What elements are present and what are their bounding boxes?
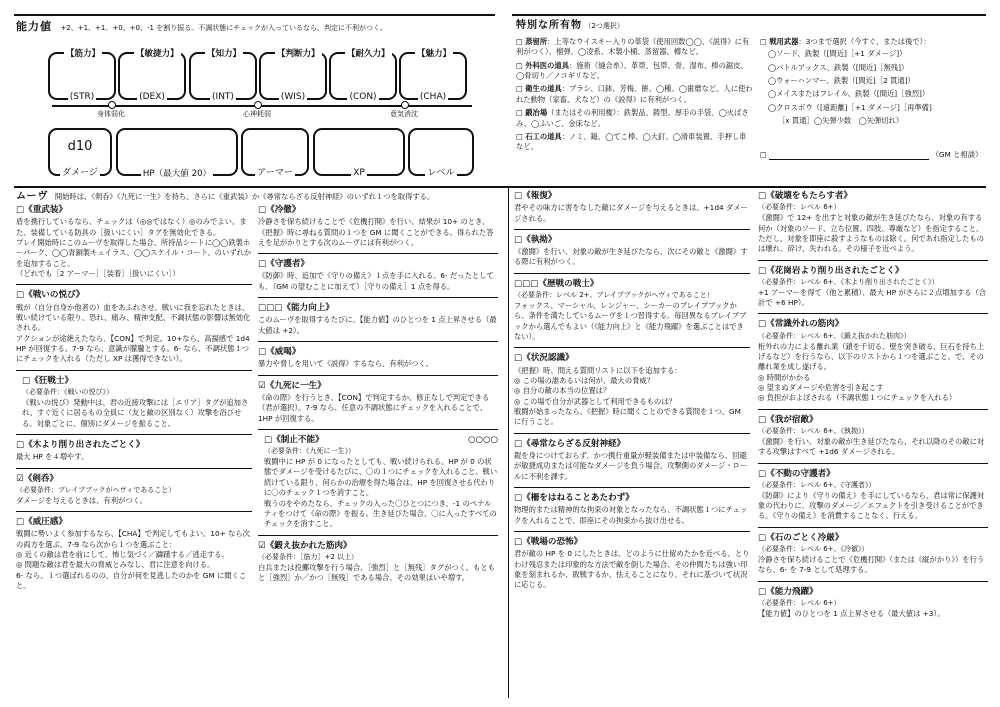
move-divider	[258, 535, 498, 536]
move	[514, 352, 750, 427]
move	[514, 438, 750, 482]
stat-label: 【魅力】	[417, 49, 452, 59]
move	[258, 302, 498, 336]
move-name: ☑《剣呑》	[16, 473, 59, 484]
move	[258, 204, 498, 248]
possession-checkbox[interactable]: □	[516, 108, 523, 118]
weapon-list	[768, 49, 988, 126]
move	[514, 234, 750, 268]
move-requirement: （必要条件：レベル 6+）	[758, 203, 841, 212]
move-body: 暴力や脅しを用いて《説得》するなら、有利がつく。	[258, 359, 433, 369]
move-name: □《制止不能》	[264, 434, 324, 445]
move-divider	[514, 229, 750, 230]
move	[16, 204, 252, 279]
move-name: □《冷徹》	[258, 205, 301, 215]
custom-item-checkbox[interactable]: □	[760, 150, 767, 159]
possessions-header	[516, 19, 986, 33]
move	[264, 434, 498, 530]
move-name: □《報復》	[514, 191, 557, 201]
move-title[interactable]	[514, 190, 750, 202]
weapons-title: 戦用武器	[769, 37, 799, 46]
move-title[interactable]	[258, 204, 498, 216]
hp-box[interactable]	[116, 128, 238, 179]
move-body: ダメージを与えるときは、有利がつく。	[16, 495, 148, 505]
move	[16, 473, 252, 507]
move-requirement: （必要条件：［筋力］+2 以上）	[258, 552, 359, 561]
weapon-option[interactable]: ◯メイスまたはフレイル、鉄製（[間近]［強烈]）	[768, 89, 930, 99]
move-divider	[758, 409, 988, 410]
move-divider	[16, 284, 252, 285]
xp-label: XP	[353, 168, 365, 179]
stat-abbr: (STR)	[69, 92, 95, 103]
condition-label-dazed: 心神耗弱	[243, 110, 271, 118]
possession-name: 石工の道具	[525, 131, 562, 141]
gm-note: （GM と相談）	[931, 150, 983, 159]
stat-box-con[interactable]	[329, 49, 397, 103]
stat-box-wis[interactable]	[259, 49, 327, 103]
move-name: □《戦いの悦び》	[16, 290, 85, 301]
move-title[interactable]	[758, 468, 988, 480]
move-name: □《尋常ならざる反射神経》	[514, 438, 626, 449]
move-name: □《戦場の恐怖》	[514, 536, 583, 547]
move-divider	[758, 527, 988, 528]
stat-label: 【判断力】	[277, 49, 320, 59]
move-title[interactable]	[258, 380, 498, 392]
move-requirement: （必要条件：レベル 6+）	[758, 598, 841, 607]
move-name: □《木より削り出されたごとく》	[16, 439, 145, 450]
weapon-option[interactable]: ［x 貫通］◯矢弾少数 ◯矢弾切れ）	[778, 116, 904, 126]
move-name: □《花崗岩より削り出されたごとく》	[758, 265, 904, 276]
move-name: □《重武装》	[16, 205, 68, 215]
move-body: 《防御》時、追加で《守りの備え》１点を手に入れる。6- だったとしても、（GM の望むことに加えて）［守りの備え］1 点を得る。	[258, 271, 494, 291]
move-name: □《柵をはねることあたわず》	[514, 493, 634, 504]
condition-checkbox-dazed[interactable]	[254, 101, 262, 109]
move-requirement: （必要条件：レベル 6+、《守護者》）	[758, 480, 876, 489]
move-body: 《戦いの悦び》発動中は、君の近接攻撃には［エリア］タグが追加され、すぐ近くに居るもの全員に（友と敵の区別なく）攻撃を浴びせる。対象ごとに、個別にダメージを振ること。	[22, 397, 249, 428]
possession-item[interactable]	[516, 108, 753, 129]
move-tracker[interactable]: ○○○○	[468, 434, 498, 445]
move-body: 白兵または投擲攻撃を行う場合、［強烈］と［無残］タグがつく。もともと［強烈］か／かつ［無残］である場合、その効果はいや増す。	[258, 562, 495, 583]
move-name: □《能力飛躍》	[758, 586, 818, 597]
move	[758, 468, 988, 522]
move-title[interactable]	[758, 414, 988, 426]
move-divider	[514, 433, 750, 434]
move-divider	[758, 260, 988, 261]
move-divider	[758, 581, 988, 582]
move-name: □《破壊をもたらす者》	[758, 191, 853, 201]
move-body: 冷静さを保ち続けることで《危機打開》を行い、結果が 10+ のとき、《把握》時に尋ねる質問の１つを GM に聞くことができる。得られた答えを足がかりとする次のムーヴには有利がつく。	[258, 217, 494, 247]
move-body: 盾を携行しているなら、チェックは（◎◎ではなく）◎のみでよい。また、装備している防具の［扱いにくい］タグを無効化できる。 プレイ開始時にこのムーヴを取得した場合、所持品シートに◯◯鉄製ホーバーク、◯◯青銅製キュイラス、◯◯スケイル・コート、のいずれかを追加すること。 （どれでも［2 アーマー］［装着］［扱いにくい］）	[16, 217, 252, 278]
moves-column-2	[258, 204, 498, 588]
move-requirement: （必要条件：レベル 6+、《鍛え抜かれた筋肉》）	[758, 331, 911, 340]
move	[758, 586, 988, 620]
weapons-checkbox[interactable]: □	[760, 37, 767, 46]
move-title[interactable]	[758, 265, 988, 277]
move-title[interactable]	[758, 532, 988, 544]
move-divider	[258, 375, 498, 376]
move-body: 物理的または精神的な拘束の対象となったなら、不調状態１つにチェックを入れることで、即座にその拘束から抜け出せる。	[514, 505, 748, 525]
move-name: □《執拗》	[514, 234, 557, 245]
move-divider	[514, 531, 750, 532]
moves-column-4	[758, 190, 988, 624]
armor-box[interactable]	[241, 128, 309, 179]
move-title[interactable]	[258, 346, 498, 358]
move-name: □《威喝》	[258, 347, 301, 358]
move-title[interactable]	[514, 492, 750, 504]
move-name: □《守護者》	[258, 259, 310, 270]
move	[514, 492, 750, 526]
move-body: 君が敵の HP を 0 にしたときは、どのように仕留めたかを近べる。とりわけ残忍または印象的な方法で敵を倒した場合、その仲間たちは強い印象を刻まれるか、敗戦するか、怯えることになり、それに基づいて状況に応じる。	[514, 549, 750, 590]
move	[514, 536, 750, 591]
possession-list	[516, 37, 753, 156]
ability-header	[16, 19, 496, 35]
stat-abbr: (INT)	[212, 92, 234, 103]
stat-abbr: (CHA)	[419, 92, 447, 103]
possession-text: ：ブラシ、口鉢、芳梅、餅、◯種、◯歯磨など。人に使われた動物（家畜、犬など）の《説得》に有利がつく。	[516, 84, 753, 104]
move	[758, 318, 988, 403]
possession-text: （またはその利用権）：鉄製品、鋳型、厚手の手袋、◯火ばさみ、◯ふいご、金床など。	[516, 108, 749, 128]
center-divider	[508, 186, 509, 698]
move-divider	[16, 434, 252, 435]
weapons-block	[760, 37, 988, 130]
move-body: 《把握》時、問える質問リストに以下を追加する： ◎ この場の誰あるいは何が、最大の脅威？ ◎ 自分の敵の本当の位置は？ ◎ この場で自分が武器として利用できるものは？ 戦闘が始まったなら、《把握》時に聞くことのできる質問を１つ、GM に行うこと。	[514, 365, 741, 427]
possession-name: 鍛冶場	[525, 108, 548, 118]
move-name: □《状況認識》	[514, 353, 574, 364]
move-title[interactable]	[258, 302, 498, 314]
move-body: 君やその味方に害をなした敵にダメージを与えるときは、+1d4 ダメージされる。	[514, 203, 748, 223]
move-title[interactable]	[16, 439, 252, 451]
move-body: 桁外れの力による離れ業（鎖を千切る、壁を突き破る、巨石を持ち上げるなど）を行うなら、以下のリストから１つを選ぶこと。で、その離れ業を成し遂げる。 ◎ 時間がかかる ◎ 望まぬダメージや危害を引き起こす ◎ 負担がおよぼされる（不調状態１つにチェックを入れる）	[758, 341, 985, 403]
damage-label: ダメージ	[62, 168, 98, 179]
move	[758, 532, 988, 576]
possession-checkbox[interactable]: □	[516, 131, 523, 141]
stat-box-int[interactable]	[189, 49, 257, 103]
possession-name: 蒸留所	[525, 37, 548, 46]
condition-checkbox-miserable[interactable]	[401, 101, 409, 109]
condition-label-miserable: 意気消沈	[390, 110, 418, 118]
move-divider	[514, 347, 750, 348]
move-requirement: （必要条件：《九死に一生》）	[264, 447, 355, 456]
level-box[interactable]	[408, 128, 474, 179]
moves-column-1	[16, 204, 252, 596]
move	[16, 516, 252, 591]
move-body: 《激闘》を行い、対象の敵が生き延びたなら、次にその敵と《激闘》する際に有利がつく。	[514, 247, 748, 267]
weapon-option[interactable]: ◯バトルアックス、鉄製（[間近]［無残]）	[768, 62, 909, 72]
move-title[interactable]	[16, 473, 252, 485]
move-divider	[258, 429, 498, 430]
move-name: □□□《能力向上》	[258, 303, 334, 314]
possessions-title: 特別な所有物	[516, 20, 582, 31]
move-requirement: （必要条件：レベル 6+、《冷徹》）	[758, 545, 869, 554]
xp-box[interactable]	[313, 128, 405, 179]
move-body: 《命の際》を行うとき、【CON】で判定するか、修正なしで判定できる（君が選択）。7-9 なら、任意の不調状態にチェックを入れることで、1HP が回復する。	[258, 392, 490, 423]
stat-abbr: (CON)	[349, 92, 377, 103]
gm-note-row	[760, 150, 988, 160]
ability-title: 能力値	[16, 20, 52, 33]
stat-box-dex[interactable]	[118, 49, 186, 103]
move-title[interactable]	[514, 278, 750, 290]
stat-box-str[interactable]	[48, 49, 116, 103]
move	[258, 258, 498, 292]
move-divider	[514, 487, 750, 488]
stat-label: 【敏捷力】	[136, 49, 179, 59]
move-title[interactable]	[514, 234, 750, 246]
move-title[interactable]	[514, 352, 750, 364]
stat-label: 【耐久力】	[347, 49, 390, 59]
move-name: □《石のごとく冷厳》	[758, 532, 844, 543]
move	[514, 190, 750, 224]
move	[758, 190, 988, 255]
move-title[interactable]	[16, 204, 252, 216]
move-title[interactable]	[514, 438, 750, 450]
move-title[interactable]	[16, 289, 252, 301]
move-requirement: （必要条件：レベル 6+、《執拗》）	[758, 426, 869, 435]
move-body: 鎧を身につけておらず、かつ携行重量が軽装備または中装備なら、回避が敏捷成功または可能なダメージを負う場合、攻撃側のダメージ・ロールに不利を課す。	[514, 450, 748, 481]
move-divider	[258, 297, 498, 298]
move-title[interactable]	[264, 434, 498, 446]
moves-column-3	[514, 190, 750, 596]
move-name: □《威圧感》	[16, 517, 68, 527]
move-name: □《狂戦士》	[22, 375, 74, 386]
condition-label-weakened: 身体弱化	[97, 110, 125, 118]
move-title[interactable]	[258, 258, 498, 270]
moves-title: ムーヴ	[16, 191, 49, 202]
ability-note: +2、+1、+1、+0、+0、-1 を割り振る。不調状態にチェックが入っているなら、判定に不利がつく。	[60, 24, 387, 32]
move-title[interactable]	[758, 190, 988, 202]
move-name: ☑《九死に一生》	[258, 380, 326, 391]
possession-text: ：施術（縫合糸）、革帯、包帯、骨、湿布、棒の鋸皮、◯骨切り／ノコギリなど。	[516, 60, 748, 81]
move-body: このムーヴを取得するたびに、【能力値】のひとつを 1 点上昇させる（最大値は +2）。	[258, 315, 497, 335]
move	[16, 439, 252, 463]
move-name: □《我が宿敵》	[758, 414, 818, 425]
possession-checkbox[interactable]: □	[516, 84, 523, 94]
move-divider	[258, 253, 498, 254]
move-body: +1 アーマーを得て（他と累積）、最大 HP がさらに２点増加する（合計で +6 HP）。	[758, 287, 987, 308]
stat-abbr: (WIS)	[280, 92, 306, 103]
move-title[interactable]	[514, 536, 750, 548]
weapon-option[interactable]: ◯ソード、鉄製（[間近]［+1 ダメージ]）	[768, 49, 907, 59]
stat-abbr: (DEX)	[139, 92, 165, 103]
move	[258, 380, 498, 424]
stat-label: 【筋力】	[66, 49, 101, 59]
move-name: □《常識外れの筋肉》	[758, 319, 844, 330]
possession-checkbox[interactable]: □	[516, 60, 523, 70]
possession-name: 衛生の道具	[525, 84, 562, 94]
top-rule-left	[14, 14, 495, 16]
move	[758, 265, 988, 309]
possession-item[interactable]	[516, 84, 753, 105]
move-divider	[16, 468, 252, 469]
level-label: レベル	[427, 168, 455, 179]
weapon-option[interactable]: ◯クロスボウ（[遠距離]［+1 ダメージ]［再準備]	[768, 102, 932, 112]
weapon-option[interactable]: ◯ウォーハンマー、鉄製（[間近]［2 貫通]）	[768, 76, 915, 86]
move-name: □□□《歴戦の戦士》	[514, 278, 599, 289]
move-divider	[758, 463, 988, 464]
move-requirement: （必要条件：レベル 6+、《木より削り出されたごとく》）	[758, 277, 939, 286]
mid-rule	[14, 186, 986, 188]
possession-text: ：ノミ、鎚、◯てこ棒、◯大釘、◯滑車装置、手押し車など。	[516, 131, 747, 152]
move-divider	[16, 370, 252, 371]
move-title[interactable]	[758, 586, 988, 598]
move-requirement: （必要条件：ブレイブブックがヘヴィであること）	[16, 485, 176, 494]
damage-value: d10	[67, 139, 93, 154]
move-title[interactable]	[758, 318, 988, 330]
move-title[interactable]	[16, 516, 252, 528]
stat-box-cha[interactable]	[399, 49, 467, 103]
move-body: 戦闘中に HP が 0 になったとしても、戦い続けられる。HP が 0 の状態でダメージを受けるたびに、〇の１つにチェックを入れること。戦い続けている限り、何らかの治療を得た場合は、HP を回復させる代わりに〇のチェック１つを消すこと。 戦うのをやめたなら、チェックの入った〇ひとつにつき、-1 のペナルティをつけて《命の際》を振る。生き延びた場合、〇に入ったすべてのチェックを消すこと。	[264, 457, 498, 529]
move-requirement: （必要条件：レベル 2+、ブレイブブックがヘヴィであること）	[514, 291, 714, 300]
move-body: フォックス、マーシャル、レンジャー、シーカーのブレイブブックから、条件を満たしているムーヴを１つ習得する。毎回異なるブレイブブックから選んでもよい（《能力向上》と《能力飛躍》を選ぶことはできない）。	[514, 300, 747, 342]
hp-label: HP（最大値 20）	[142, 168, 212, 179]
move-divider	[16, 511, 252, 512]
possession-item[interactable]	[516, 61, 753, 82]
possession-name: 外科医の道具	[525, 60, 570, 70]
move-divider	[258, 341, 498, 342]
move-title[interactable]	[258, 540, 498, 552]
move-body: 戦闘に勢いよく参加するなら、【CHA】で判定してもよい。10+ なら次の両方を選ぶ。7-9 なら次から１つを選ぶこと： ◎ 近くの敵は君を前にして、怖じ気づく／躊躇する／逃走する。 ◎ 問題な敵は君を最大の脅威とみなし、君に注意を向ける。 6- なら、１つ選ばれるのの、自分が何を見逃したのかを GM に聞くこと。	[16, 529, 250, 590]
possession-item[interactable]	[516, 37, 753, 58]
move-divider	[514, 273, 750, 274]
move-name: ☑《鍛え抜かれた筋肉》	[258, 540, 352, 551]
move-divider	[758, 313, 988, 314]
possession-text: ：上等なウイスキー入りの革袋（使用回数◯◯、《説得》に有利がつく）、榴弾、◯凌系、木製小桶、蒸留器、樽など。	[516, 37, 750, 57]
move-body: 冷静さを保ち続けることで《危機打開》（または《縦がかり》）を行うなら、6- を 7-9 として処理する。	[758, 554, 985, 575]
move-requirement: （必要条件：《戦いの悦び》）	[22, 387, 114, 396]
stat-label: 【知力】	[207, 49, 242, 59]
possession-item[interactable]	[516, 132, 753, 153]
condition-checkbox-weakened[interactable]	[108, 101, 116, 109]
top-rule-right	[512, 14, 986, 16]
damage-box[interactable]	[48, 128, 112, 179]
move-body: 最大 HP を４増やす。	[16, 452, 89, 462]
possession-checkbox[interactable]: □	[516, 37, 523, 46]
armor-label: アーマー	[257, 168, 293, 179]
move-body: 《激闘》を行い、対象の敵が生き延びたなら、それ以降のその敵に対する攻撃はすべて +1d6 ダメージされる。	[758, 436, 985, 457]
move	[22, 375, 252, 429]
move-title[interactable]	[22, 375, 252, 387]
moves-intro: 開始時は、《剣呑》《九死に一生》を持ち、さらに《重武装》か《尋常ならざる反射神経》のいずれ１つを取得する。	[54, 192, 435, 201]
move-body: 《激闘》で 12+ を出すと対象の敵が生き延びたなら、対象の有する何か（対象のソード、立ち位置、四肢、尊厳など）を指定すること。ただし、対象を即座に殺すようなものは除く。何であれ指定したものは壊れ、砕け、失われる。その様子を近べよう。	[758, 213, 985, 254]
move-body: 《防御》により《守りの備え》を手にしているなら、君は常に保護対象の代わりに、攻撃のダメージ／エフェクトを引き受けることができる。《守りの備え》を消費することなく、行える。	[758, 490, 985, 521]
weapons-intro: ：3つまで選択（今すぐ、または後で）：	[798, 37, 931, 46]
move-body: 【能力値】のひとつを 1 点上昇させる（最大値は +3）。	[758, 608, 945, 618]
move-body: 戦が（自分自身か他者の）血をあふれさせ、戦いに我を忘れたときは、戦い続けている限り、恐れ、痛み、精神支配、不調状態の影響は無効化される。 アクションが途絶えたなら、【CON】で判定。10+なら、高揚感で 1d4 HP が回復する。7-9 なら、意識が朦朧とする。6- なら、不調状態１つにチェックを入れる（ただし XP は獲得できない）。	[16, 302, 251, 364]
move	[758, 414, 988, 458]
move-name: □《不動の守護者》	[758, 468, 835, 479]
move	[258, 346, 498, 370]
possessions-choose: （2つ選択）	[584, 22, 624, 30]
move	[258, 540, 498, 584]
custom-item-line[interactable]	[769, 151, 929, 160]
moves-header	[16, 190, 506, 204]
move	[16, 289, 252, 364]
move	[514, 278, 750, 343]
